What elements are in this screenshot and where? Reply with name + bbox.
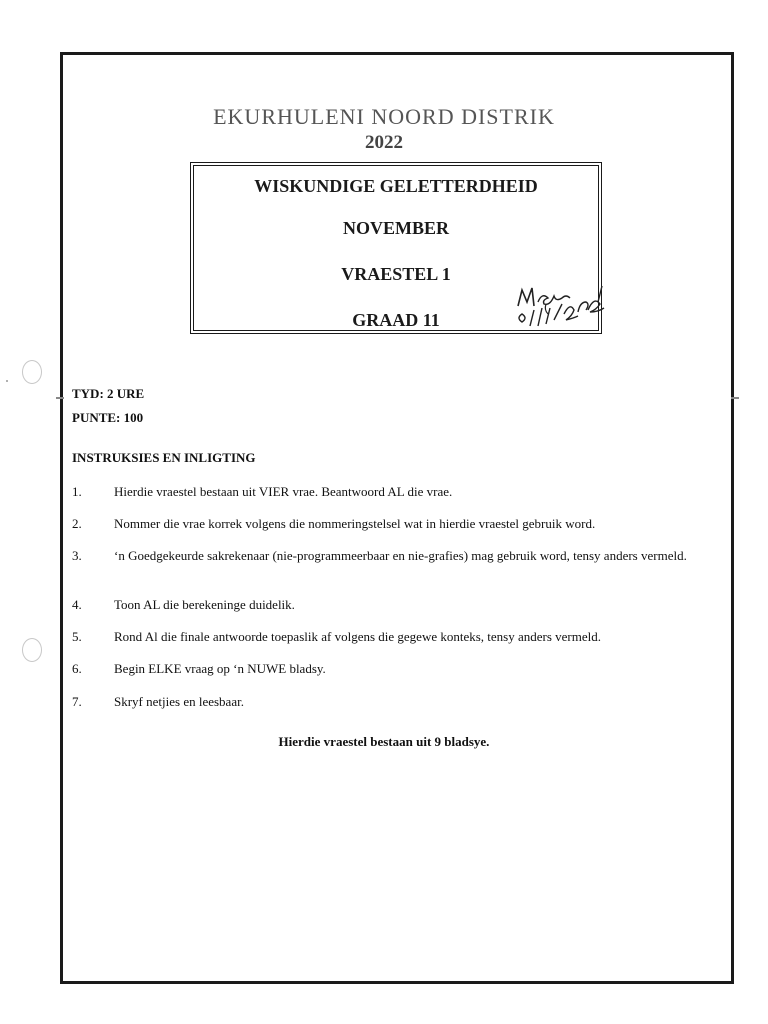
instruction-item [72, 597, 722, 613]
district-heading: EKURHULENI NOORD DISTRIK [213, 104, 555, 129]
instruction-text: Hierdie vraestel bestaan uit VIER vrae. Beantwoord AL die vrae. [114, 484, 453, 499]
instruction-number: 3. [72, 548, 82, 563]
instruction-text: Begin ELKE vraag op ‘n NUWE bladsy. [114, 661, 326, 676]
instruction-number: 4. [72, 597, 82, 612]
instruction-item [72, 516, 722, 532]
punch-hole-bottom [22, 638, 42, 662]
instruction-item [72, 629, 722, 645]
instructions-heading: INSTRUKSIES EN INLIGTING [72, 450, 256, 465]
instruction-number: 6. [72, 661, 82, 676]
instruction-number: 2. [72, 516, 82, 531]
instruction-item [72, 661, 722, 677]
grade-label: GRAAD 11 [352, 310, 440, 330]
exam-duration: TYD: 2 URE [72, 386, 145, 401]
margin-mark [56, 397, 64, 399]
instruction-text: Nommer die vrae korrek volgens die nommeringstelsel wat in hierdie vraestel gebruik word. [114, 516, 596, 531]
handwritten-signature [512, 282, 608, 336]
instruction-item [72, 548, 722, 564]
instruction-item [72, 694, 722, 710]
scan-speck [6, 380, 8, 382]
margin-mark [731, 397, 739, 399]
instruction-number: 5. [72, 629, 82, 644]
paper-number: VRAESTEL 1 [341, 264, 451, 284]
instruction-number: 1. [72, 484, 82, 499]
instruction-text: Skryf netjies en leesbaar. [114, 694, 244, 709]
instruction-text: ‘n Goedgekeurde sakrekenaar (nie-programmeerbaar en nie-grafies) mag gebruik word, tensy anders vermeld. [114, 548, 687, 563]
instruction-text: Toon AL die berekeninge duidelik. [114, 597, 295, 612]
exam-month: NOVEMBER [342, 218, 449, 238]
instruction-item [72, 484, 722, 500]
total-marks: PUNTE: 100 [72, 410, 144, 425]
exam-year: 2022 [365, 132, 403, 153]
page-count-note: Hierdie vraestel bestaan uit 9 bladsye. [278, 734, 490, 749]
instruction-number: 7. [72, 694, 82, 709]
instruction-text: Rond Al die finale antwoorde toepaslik af volgens die gegewe konteks, tensy anders vermeld. [114, 629, 602, 644]
punch-hole-top [22, 360, 42, 384]
subject-title: WISKUNDIGE GELETTERDHEID [254, 176, 538, 196]
